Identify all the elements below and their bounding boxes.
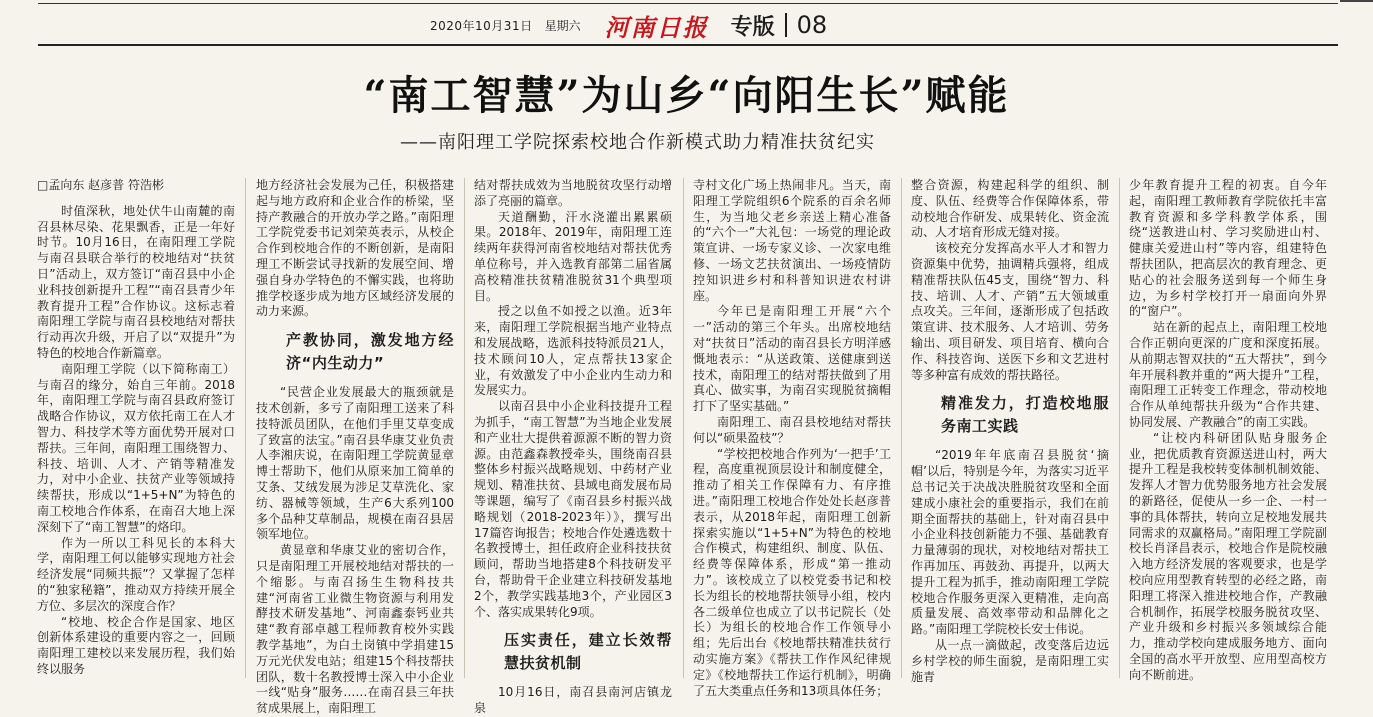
- paragraph: “学校把校地合作列为‘一把手’工程，高度重视顶层设计和制度健全，推动了相关工作保障有力、有序推进。”南阳理工校地合作处处长赵彦普表示，从2018年起，南阳理工创新探索实施以“1+5+N”为特色的校地合作模式，构建组织、制度、队伍、经费等保障体系，形成“第一推动力”。该校成立了以校党委书记和校长为组长的校地帮扶领导小组，校内各二级单位也成立了以书记院长（处长）为组长的校地合作工作领导小组；先后出台《校地帮扶精准扶贫行动实施方案》《帮扶工作作风纪律规定》《校地帮扶工作运行机制》，明确了五大类重点任务和13项具体任务；: [693, 446, 891, 698]
- column-divider: [245, 178, 246, 678]
- paragraph: 该校充分发挥高水平人才和智力资源集中优势，抽调精兵强将，组成精准帮扶队伍45支，围绕“智力、科技、培训、人才、产销”五大领域重点攻关。三年间，逐渐形成了包括政策宣讲、技术服务、人才培训、劳务输出、项目研发、项目培育、横向合作、科技咨询、送医下乡和文艺进村等多种富有成效的帮扶路径。: [911, 241, 1109, 382]
- masthead: [430, 8, 827, 42]
- page-number: 08: [796, 11, 828, 39]
- column-3: [474, 178, 672, 716]
- masthead-separator: [785, 13, 787, 37]
- paragraph: 站在新的起点上，南阳理工校地合作正朝向更深的广度和深度拓展。从前期志智双扶的“五大帮扶”，到今年开展科教并重的“两大提升”工程，南阳理工正转变工作理念，带动校地合作从单纯帮扶升级为“合作共建、协同发展、产教融合”的南工实践。: [1129, 320, 1327, 429]
- paragraph: 时值深秋，地处伏牛山南麓的南召县林尽染、花果飘香，正是一年好时节。10月16日，在南阳理工学院与南召县联合举行的校地结对“扶贫日”活动上，双方签订“南召县中小企业科技创新提升工程”“南召县青少年教育提升工程”合作协议。这标志着南阳理工学院与南召县校地结对帮扶行动再次升级，开启了以“双提升”为特色的校地合作新篇章。: [37, 203, 235, 360]
- column-5: [911, 178, 1109, 684]
- column-6: [1129, 178, 1327, 682]
- paragraph: 整合资源，构建起科学的组织、制度、队伍、经费等合作保障体系，带动校地合作研发、成果转化、资金流动、人才培育形成无缝对接。: [911, 178, 1109, 240]
- section-name: 专版: [730, 14, 775, 40]
- paragraph: “2019年年底南召县脱贫‘摘帽’以后，特别是今年，为落实习近平总书记关于决战决胜脱贫攻坚和全面建成小康社会的重要指示，我们在前期全面帮扶的基础上，针对南召县中小企业科技创新能力不强、基础教育力量薄弱的现状，对校地结对帮扶工作再加压、再鼓劲、再提升，以两大提升工程为抓手，推动南阳理工学院校地合作服务更深入更精准，走向高质量发展、高效率带动和品牌化之路。”南阳理工学院校长安士伟说。: [911, 448, 1109, 637]
- newspaper-logo: 河南日报: [604, 12, 709, 42]
- paragraph: 结对帮扶成效为当地脱贫攻坚行动增添了亮丽的篇章。: [474, 178, 672, 208]
- column-divider: [464, 178, 465, 678]
- corner-rule: [1340, 0, 1373, 2]
- column-4: [693, 178, 891, 698]
- paragraph: “校地、校企合作是国家、地区创新体系建设的重要内容之一，回顾南阳理工建校以来发展历程，我们始终以服务: [37, 614, 235, 676]
- byline: □孟向东 赵彦普 符浩彬: [37, 178, 164, 192]
- top-rule: [38, 3, 1338, 4]
- paragraph: 授之以鱼不如授之以渔。近3年来，南阳理工学院根据当地产业特点和发展战略，选派科技特派员21人，技术顾问10人，定点帮扶13家企业，有效激发了中小企业内生动力和发展实力。: [474, 304, 672, 398]
- paragraph: 从一点一滴做起，改变落后边远乡村学校的师生面貌，是南阳理工实施青: [911, 637, 1109, 684]
- paragraph: 以南召县中小企业科技提升工程为抓手，“南工智慧”为当地企业发展和产业壮大提供着源源不断的智力资源。由范鑫森教授牵头，围绕南召县整体乡村振兴战略规划、中药材产业规划、精准扶贫、县域电商发展布局等课题，编写了《南召县乡村振兴战略规划（2018-2023年）》，撰写出17篇咨询报告；校地合作处遴选数十名教授博士，担任政府企业科技扶贫顾问，帮助当地搭建8个科技研发平台，帮助骨干企业建立科技研发基地2个，教学实践基地3个，产业园区3个、落实成果转化9项。: [474, 399, 672, 619]
- section-heading: 压实责任，建立长效帮慧扶贫机制: [504, 631, 672, 673]
- paragraph: 寺村文化广场上热闹非凡。当天，南阳理工学院组织6个院系的百余名师生，为当地父老乡亲送上精心准备的“六个一”大礼包：一场党的理论政策宣讲、一场专家义诊、一次家电维修、一场文艺扶贫演出、一场疫情防控知识进乡村和科普知识进农村讲座。: [693, 178, 891, 303]
- column-divider: [901, 178, 902, 678]
- section-heading: 产教协同，激发地方经济“内生动力”: [286, 331, 454, 373]
- paragraph: “民营企业发展最大的瓶颈就是技术创新，多亏了南阳理工送来了科技特派员团队，在他们手里艾草变成了致富的法宝。”南召县华康艾业负责人李湘庆说，在南阳理工学院黄显章博士帮助下，他们从原来加工简单的艾条、艾绒发展为涉足艾草洗化、家纺、器械等领域，生产6大系列100多个品种艾草制品，规模在南召县居领军地位。: [256, 385, 454, 542]
- column-2: [256, 178, 454, 716]
- paragraph: “让校内科研团队贴身服务企业，把优质教育资源送进山村，两大提升工程是我校转变体制机制效能、发挥人才智力优势服务地方社会发展的新路径，促使从一乡一企、一村一事的具体帮扶，转向立足校地发展共同需求的双赢格局。”南阳理工学院副校长肖泽昌表示，校地合作是院校融入地方经济发展的客观要求，也是学校向应用型教育转型的必经之路，南阳理工将深入推进校地合作，产教融合机制作，拓展学校服务脱贫攻坚、产业升级和乡村振兴多领域综合能力，推动学校向建成服务地方、面向全国的高水平开放型、应用型高校方向不断前进。: [1129, 430, 1327, 682]
- paragraph: 地方经济社会发展为己任，积极搭建起与地方政府和企业合作的桥梁，坚持产教融合的开放办学之路。”南阳理工学院党委书记刘荣英表示，从校企合作到校地合作的不断创新，是南阳理工不断尝试寻找新的发展空间、增强自身办学特色的不懈实践，也将助推学校逐步成为地方区域经济发展的动力来源。: [256, 178, 454, 319]
- paragraph: 少年教育提升工程的初衷。自今年起，南阳理工教师教育学院依托丰富教育资源和多学科教学体系，围绕“送教进山村、学习奖励进山村、健康关爱进山村”等内容，组建特色帮扶团队，把高层次的教育理念、更贴心的社会服务送到每一个师生身边，为乡村学校打开一扇面向外界的“窗户”。: [1129, 178, 1327, 319]
- paragraph: 南阳理工学院（以下简称南工）与南召的缘分，始自三年前。2018年，南阳理工学院与南召县政府签订战略合作协议，双方依托南工在人才智力、科技学术等方面优势开展对口帮扶。三年间，南阳理工围绕智力、科技、培训、人才、产销等精准发力，对中小企业、扶贫产业等领域持续帮扶，形成以“1+5+N”为特色的南工校地合作体系，在南召大地上深深刻下了“南工智慧”的烙印。: [37, 361, 235, 534]
- paragraph: 10月16日，南召县南河店镇龙泉: [474, 685, 672, 716]
- issue-weekday: 星期六: [544, 18, 581, 33]
- paragraph: 天道酬勤，汗水浇灌出累累硕果。2018年、2019年，南阳理工连续两年获得河南省校地结对帮扶优秀单位称号，并入选教育部第二届省属高校精准扶贫精准脱贫31个典型项目。: [474, 209, 672, 303]
- paragraph: 今年已是南阳理工开展“六个一”活动的第三个年头。出席校地结对“扶贫日”活动的南召县长方明洋感慨地表示：“从送政策、送健康到送技术，南阳理工的结对帮扶做到了用真心、做实事，为南召实现脱贫摘帽打下了坚实基础。”: [693, 304, 891, 414]
- headline: “南工智慧”为山乡“向阳生长”赋能: [363, 72, 1010, 119]
- paragraph: 黄显章和华康艾业的密切合作，只是南阳理工开展校地结对帮扶的一个缩影。与南召扬生生物科技共建“河南省工业微生物资源与利用发酵技术研发基地”、河南鑫泰钙业共建“教育部卓越工程师教育校外实践教学基地”，为白土岗镇中学捐建15万元光伏发电站；组建15个科技帮扶团队，数十名教授博士深入中小企业一线“贴身”服务……在南召县三年扶贫成果展上，南阳理工: [256, 543, 454, 716]
- column-1: [37, 178, 235, 678]
- issue-date: 2020年10月31日: [430, 18, 533, 33]
- paragraph: 作为一所以工科见长的本科大学，南阳理工何以能够实现地方社会经济发展“同频共振”？又掌握了怎样的“独家秘籍”，推动双方持续开展全方位、多层次的深度合作？: [37, 535, 235, 613]
- paragraph: 南阳理工、南召县校地结对帮扶何以“硕果盈枝”？: [693, 414, 891, 445]
- section-heading: 精准发力，打造校地服务南工实践: [941, 394, 1109, 436]
- column-divider: [683, 178, 684, 678]
- masthead-rule: [38, 44, 1338, 46]
- subtitle: ——南阳理工学院探索校地合作新模式助力精准扶贫纪实: [400, 132, 875, 153]
- column-divider: [1119, 178, 1120, 678]
